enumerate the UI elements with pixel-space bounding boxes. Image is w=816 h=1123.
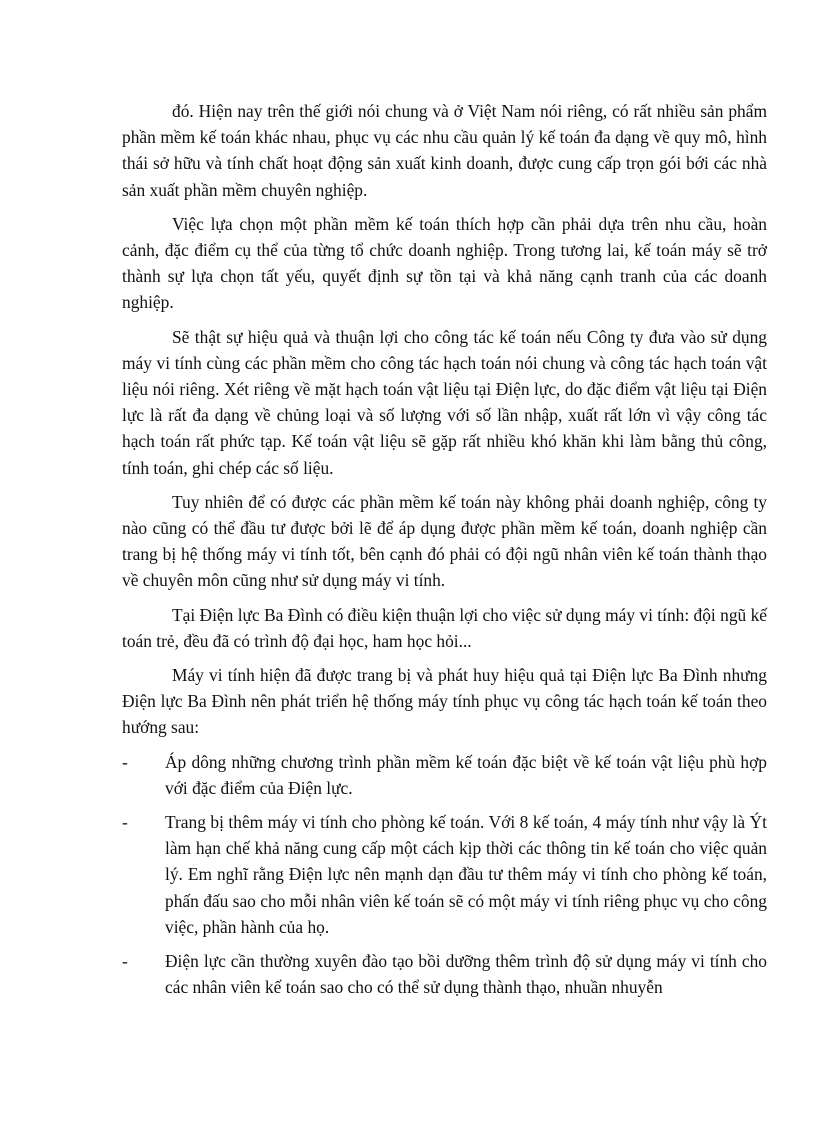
document-page [122, 98, 767, 1009]
bullet-item [122, 809, 767, 940]
paragraph: Việc lựa chọn một phần mềm kế toán thích hợp cần phải dựa trên nhu cầu, hoàn cảnh, đặc điểm cụ thể của từng tổ chức doanh nghiệp. Trong tương lai, kế toán máy sẽ trở thành sự lựa chọn tất yếu, quyết định sự tồn tại và khả năng cạnh tranh của các doanh nghiệp. [122, 213, 767, 313]
paragraph: Tại Điện lực Ba Đình có điều kiện thuận lợi cho việc sử dụng máy vi tính: đội ngũ kế toán trẻ, đều đã có trình độ đại học, ham học hỏi... [122, 604, 767, 651]
bullet-text: Trang bị thêm máy vi tính cho phòng kế toán. Với 8 kế toán, 4 máy tính như vậy là Ýt làm hạn chế khả năng cung cấp một cách kịp thời các thông tin kế toán cho việc quản lý. Em nghĩ rằng Điện lực nên mạnh dạn đầu tư thêm máy vi tính cho phòng kế toán, phấn đấu sao cho mỗi nhân viên kế toán sẽ có một máy vi tính riêng phục vụ cho công việc, phần hành của họ. [165, 812, 767, 937]
paragraph: Máy vi tính hiện đã được trang bị và phát huy hiệu quả tại Điện lực Ba Đình nhưng Điện lực Ba Đình nên phát triển hệ thống máy tính phục vụ công tác hạch toán kế toán theo hướng sau: [122, 665, 767, 738]
bullet-item [122, 749, 767, 801]
paragraph: Sẽ thật sự hiệu quả và thuận lợi cho công tác kế toán nếu Công ty đưa vào sử dụng máy vi tính cùng các phần mềm cho công tác hạch toán nói chung và công tác hạch toán vật liệu nói riêng. Xét riêng về mặt hạch toán vật liệu tại Điện lực, do đặc điểm vật liệu tại Điện lực là rất đa dạng về chủng loại và số lượng với số lần nhập, xuất rất lớn vì vậy công tác hạch toán rất phức tạp. Kế toán vật liệu sẽ gặp rất nhiều khó khăn khi làm bằng thủ công, tính toán, ghi chép các số liệu. [122, 326, 767, 478]
paragraph: đó. Hiện nay trên thế giới nói chung và ở Việt Nam nói riêng, có rất nhiều sản phẩm phần mềm kế toán khác nhau, phục vụ các nhu cầu quản lý kế toán đa dạng về quy mô, hình thái sở hữu và tính chất hoạt động sản xuất kinh doanh, được cung cấp trọn gói bới các nhà sản xuất phần mềm chuyên nghiệp. [122, 101, 767, 200]
bullet-dash: - [122, 951, 128, 972]
bullet-item [122, 948, 767, 1000]
bullet-text: Áp dông những chương trình phần mềm kế toán đặc biệt về kế toán vật liệu phù hợp với đặc điểm của Điện lực. [165, 751, 767, 798]
bullet-dash: - [122, 812, 128, 833]
bullet-text: Điện lực cần thường xuyên đào tạo bồi dưỡng thêm trình độ sử dụng máy vi tính cho các nhân viên kế toán sao cho có thể sử dụng thành thạo, nhuần nhuyễn [165, 951, 767, 998]
paragraph: Tuy nhiên để có được các phần mềm kế toán này không phải doanh nghiệp, công ty nào cũng có thể đầu tư được bởi lẽ để áp dụng được phần mềm kế toán, doanh nghiệp cần trang bị hệ thống máy vi tính tốt, bên cạnh đó phải có đội ngũ nhân viên kế toán thành thạo về chuyên môn cũng như sử dụng máy vi tính. [122, 491, 767, 591]
bullet-dash: - [122, 751, 128, 772]
